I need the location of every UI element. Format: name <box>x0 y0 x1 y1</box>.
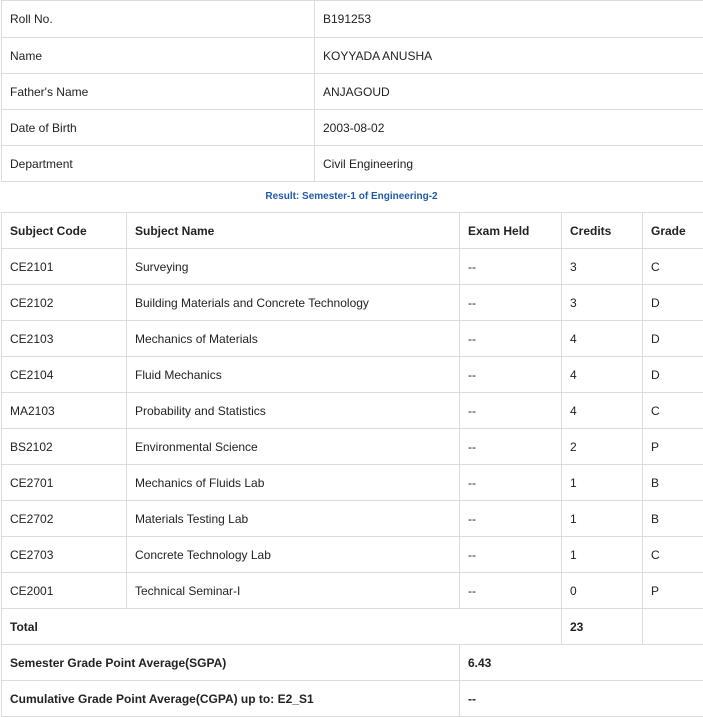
cgpa-label: Cumulative Grade Point Average(CGPA) up to: E2_S1 <box>2 681 460 717</box>
subject-name: Mechanics of Fluids Lab <box>127 465 460 501</box>
subject-name: Mechanics of Materials <box>127 321 460 357</box>
credits: 4 <box>562 321 643 357</box>
subject-name: Concrete Technology Lab <box>127 537 460 573</box>
subject-code: MA2103 <box>2 393 127 429</box>
grade: C <box>643 249 703 285</box>
subject-code: CE2001 <box>2 573 127 609</box>
grade: C <box>643 393 703 429</box>
grades-header-row <box>2 213 703 249</box>
table-row <box>2 429 703 465</box>
subject-code: BS2102 <box>2 429 127 465</box>
exam-held: -- <box>460 285 562 321</box>
subject-name: Environmental Science <box>127 429 460 465</box>
subject-code: CE2101 <box>2 249 127 285</box>
grade: B <box>643 501 703 537</box>
cgpa-value: -- <box>460 681 703 717</box>
result-heading: Result: Semester-1 of Engineering-2 <box>0 182 703 212</box>
credits: 3 <box>562 249 643 285</box>
sgpa-label: Semester Grade Point Average(SGPA) <box>2 645 460 681</box>
total-label: Total <box>2 609 562 645</box>
subject-code: CE2103 <box>2 321 127 357</box>
header-exam-held: Exam Held <box>460 213 562 249</box>
subject-code: CE2104 <box>2 357 127 393</box>
grades-table <box>1 212 703 717</box>
table-row <box>2 573 703 609</box>
subject-code: CE2102 <box>2 285 127 321</box>
cgpa-row <box>2 681 703 717</box>
subject-name: Surveying <box>127 249 460 285</box>
exam-held: -- <box>460 249 562 285</box>
exam-held: -- <box>460 537 562 573</box>
table-row <box>2 537 703 573</box>
table-row <box>2 249 703 285</box>
exam-held: -- <box>460 357 562 393</box>
header-credits: Credits <box>562 213 643 249</box>
info-row-dob <box>2 110 703 146</box>
father-name-label: Father's Name <box>2 74 315 110</box>
grade: D <box>643 321 703 357</box>
total-credits: 23 <box>562 609 643 645</box>
roll-label: Roll No. <box>2 1 315 38</box>
subject-name: Building Materials and Concrete Technology <box>127 285 460 321</box>
credits: 1 <box>562 537 643 573</box>
info-row-father <box>2 74 703 110</box>
table-row <box>2 393 703 429</box>
header-grade: Grade <box>643 213 703 249</box>
info-row-department <box>2 146 703 182</box>
grade: B <box>643 465 703 501</box>
total-row <box>2 609 703 645</box>
department-value: Civil Engineering <box>315 146 703 182</box>
table-row <box>2 465 703 501</box>
department-label: Department <box>2 146 315 182</box>
table-row <box>2 501 703 537</box>
grade: P <box>643 429 703 465</box>
exam-held: -- <box>460 501 562 537</box>
table-row <box>2 321 703 357</box>
subject-code: CE2703 <box>2 537 127 573</box>
info-row-roll <box>2 1 703 38</box>
table-row <box>2 285 703 321</box>
subject-name: Technical Seminar-I <box>127 573 460 609</box>
exam-held: -- <box>460 321 562 357</box>
total-grade-empty <box>643 609 703 645</box>
sgpa-row <box>2 645 703 681</box>
subject-name: Fluid Mechanics <box>127 357 460 393</box>
subject-code: CE2701 <box>2 465 127 501</box>
credits: 3 <box>562 285 643 321</box>
sgpa-value: 6.43 <box>460 645 703 681</box>
credits: 4 <box>562 357 643 393</box>
exam-held: -- <box>460 465 562 501</box>
credits: 1 <box>562 501 643 537</box>
grade: C <box>643 537 703 573</box>
subject-name: Materials Testing Lab <box>127 501 460 537</box>
header-subject-code: Subject Code <box>2 213 127 249</box>
dob-label: Date of Birth <box>2 110 315 146</box>
header-subject-name: Subject Name <box>127 213 460 249</box>
subject-code: CE2702 <box>2 501 127 537</box>
name-value: KOYYADA ANUSHA <box>315 38 703 74</box>
table-row <box>2 357 703 393</box>
grade: D <box>643 285 703 321</box>
credits: 2 <box>562 429 643 465</box>
name-label: Name <box>2 38 315 74</box>
credits: 4 <box>562 393 643 429</box>
father-name-value: ANJAGOUD <box>315 74 703 110</box>
roll-value: B191253 <box>315 1 703 38</box>
info-row-name <box>2 38 703 74</box>
credits: 1 <box>562 465 643 501</box>
credits: 0 <box>562 573 643 609</box>
dob-value: 2003-08-02 <box>315 110 703 146</box>
exam-held: -- <box>460 429 562 465</box>
exam-held: -- <box>460 393 562 429</box>
subject-name: Probability and Statistics <box>127 393 460 429</box>
exam-held: -- <box>460 573 562 609</box>
grade: P <box>643 573 703 609</box>
grade: D <box>643 357 703 393</box>
student-info-table <box>1 0 703 182</box>
